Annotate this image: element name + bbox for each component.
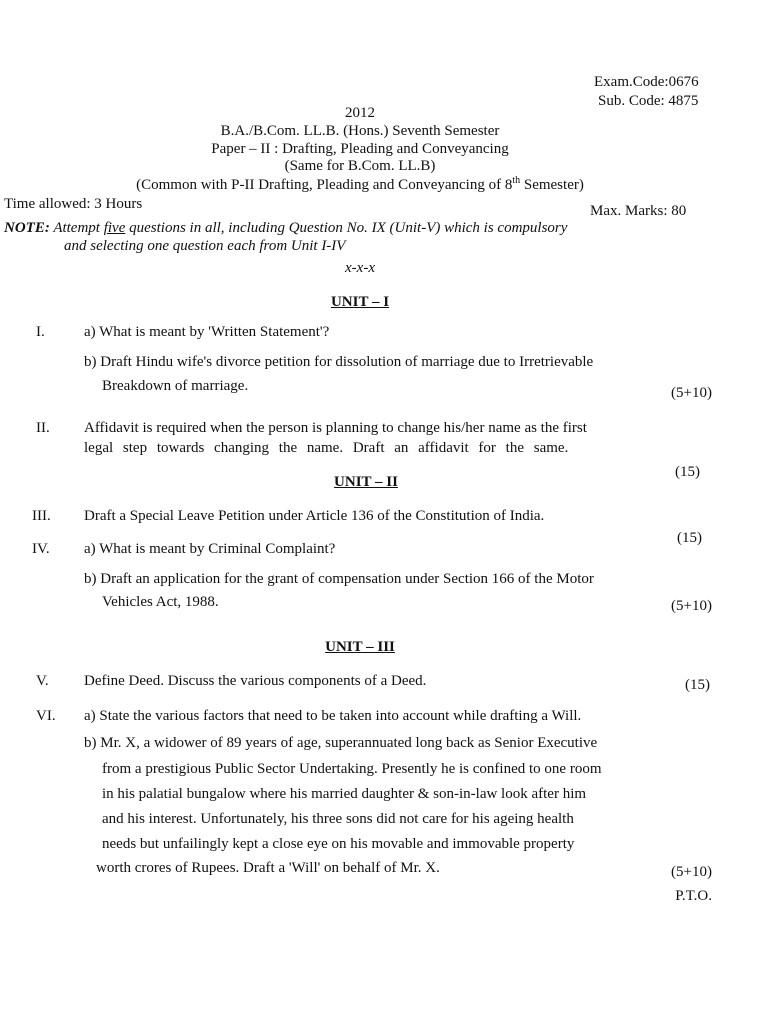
exam-year: 2012 bbox=[345, 105, 375, 121]
pto-label: P.T.O. bbox=[675, 888, 712, 904]
sub-code: Sub. Code: 4875 bbox=[598, 93, 699, 109]
q2-line-1: Affidavit is required when the person is planning to change his/her name as the first bbox=[84, 420, 587, 436]
q6-part-b-line-3: in his palatial bungalow where his married daughter & son-in-law look after him bbox=[102, 786, 587, 802]
q2-number: II. bbox=[36, 420, 50, 436]
q6-marks: (5+10) bbox=[671, 864, 712, 880]
note-line-1: NOTE: Attempt five questions in all, including Question No. IX (Unit-V) which is compulsory bbox=[4, 220, 568, 236]
q3-marks: (15) bbox=[677, 530, 702, 546]
q4-part-b-line-2: Vehicles Act, 1988. bbox=[102, 594, 219, 610]
common-with-line: (Common with P-II Drafting, Pleading and Conveyancing of 8th Semester) bbox=[136, 175, 584, 193]
q3-number: III. bbox=[32, 508, 51, 524]
time-allowed: Time allowed: 3 Hours bbox=[4, 196, 143, 212]
q4-part-b-line-1: b) Draft an application for the grant of compensation under Section 166 of the Motor bbox=[84, 571, 594, 587]
exam-code: Exam.Code:0676 bbox=[594, 74, 699, 90]
q4-number: IV. bbox=[32, 541, 50, 557]
paper-title: Paper – II : Drafting, Pleading and Conveyancing bbox=[211, 141, 509, 157]
q1-part-b-line-2: Breakdown of marriage. bbox=[102, 378, 249, 394]
q1-part-a: a) What is meant by 'Written Statement'? bbox=[84, 324, 330, 340]
unit-1-heading: UNIT – I bbox=[330, 294, 390, 310]
q1-number: I. bbox=[36, 324, 45, 340]
max-marks: Max. Marks: 80 bbox=[590, 203, 687, 219]
same-for-line: (Same for B.Com. LL.B) bbox=[284, 158, 436, 174]
q6-part-b-line-5: needs but unfailingly kept a close eye on his movable and immovable property bbox=[102, 836, 575, 852]
q6-part-b-line-6: worth crores of Rupees. Draft a 'Will' on behalf of Mr. X. bbox=[96, 860, 440, 876]
q4-part-a: a) What is meant by Criminal Complaint? bbox=[84, 541, 336, 557]
q6-part-b-line-2: from a prestigious Public Sector Undertaking. Presently he is confined to one room bbox=[102, 761, 602, 777]
q6-part-b-line-1: b) Mr. X, a widower of 89 years of age, superannuated long back as Senior Executive bbox=[84, 735, 598, 751]
q5-marks: (15) bbox=[685, 677, 710, 693]
q1-part-b-line-1: b) Draft Hindu wife's divorce petition for dissolution of marriage due to Irretrievable bbox=[84, 354, 594, 370]
unit-3-heading: UNIT – III bbox=[325, 639, 395, 655]
q1-marks: (5+10) bbox=[671, 385, 712, 401]
q6-part-a: a) State the various factors that need to be taken into account while drafting a Will. bbox=[84, 708, 582, 724]
q3-line-1: Draft a Special Leave Petition under Article 136 of the Constitution of India. bbox=[84, 508, 545, 524]
q6-number: VI. bbox=[36, 708, 56, 724]
q4-marks: (5+10) bbox=[671, 598, 712, 614]
q6-part-b-line-4: and his interest. Unfortunately, his three sons did not care for his ageing health bbox=[102, 811, 574, 827]
q2-line-2: legal step towards changing the name. Draft an affidavit for the same. bbox=[84, 440, 569, 456]
q5-line-1: Define Deed. Discuss the various components of a Deed. bbox=[84, 673, 427, 689]
separator: x-x-x bbox=[345, 260, 375, 276]
q2-marks: (15) bbox=[675, 464, 700, 480]
course-title: B.A./B.Com. LL.B. (Hons.) Seventh Semester bbox=[220, 123, 500, 139]
note-line-2: and selecting one question each from Unit I-IV bbox=[64, 238, 346, 254]
unit-2-heading: UNIT – II bbox=[334, 474, 398, 490]
q5-number: V. bbox=[36, 673, 49, 689]
